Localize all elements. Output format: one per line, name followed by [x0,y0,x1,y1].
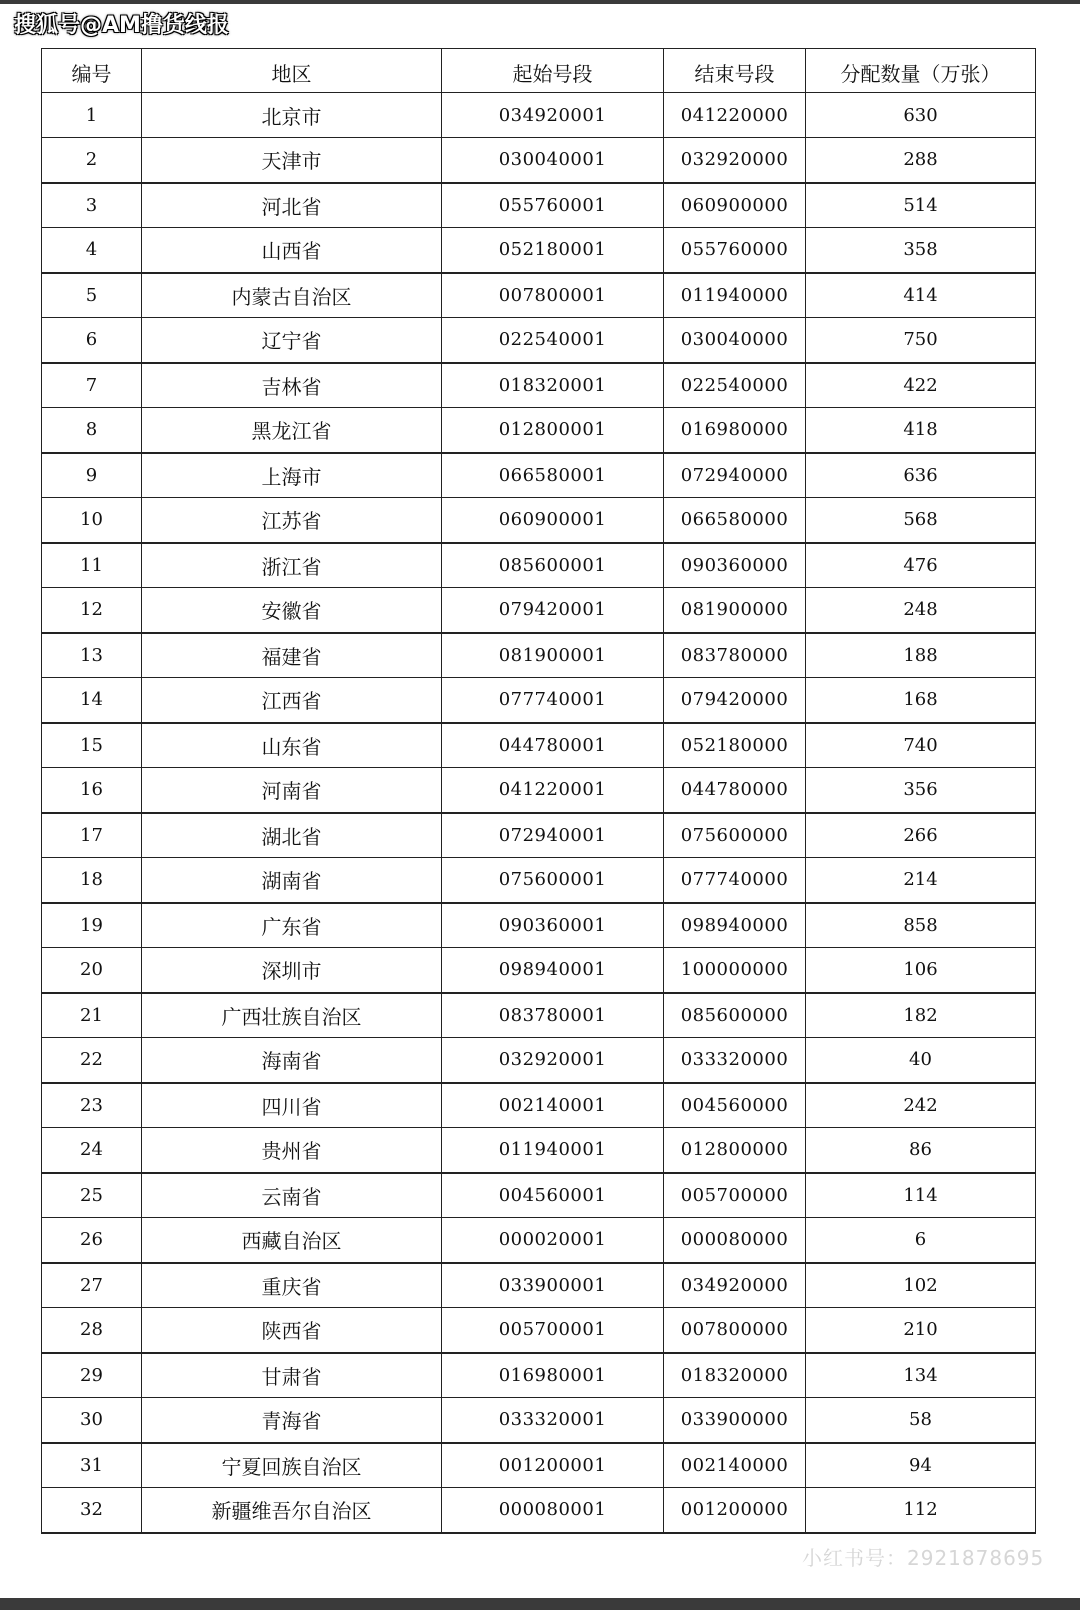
row-end-segment: 033320000 [664,1038,806,1083]
table-row [42,858,1036,903]
row-quantity: 288 [806,138,1036,183]
row-region: 上海市 [142,453,442,498]
row-quantity: 740 [806,723,1036,768]
row-number: 23 [42,1083,142,1128]
row-quantity: 514 [806,183,1036,228]
row-number: 22 [42,1038,142,1083]
row-number: 14 [42,678,142,723]
row-start-segment: 077740001 [442,678,664,723]
table-row [42,498,1036,543]
row-region: 山西省 [142,228,442,273]
row-number: 19 [42,903,142,948]
row-quantity: 94 [806,1443,1036,1488]
row-region: 吉林省 [142,363,442,408]
row-region: 西藏自治区 [142,1218,442,1263]
allocation-table [41,48,1036,1534]
row-quantity: 418 [806,408,1036,453]
row-region: 湖北省 [142,813,442,858]
table-row [42,723,1036,768]
row-quantity: 568 [806,498,1036,543]
table-row [42,1173,1036,1218]
row-quantity: 750 [806,318,1036,363]
table-row [42,813,1036,858]
table-row [42,768,1036,813]
table-row [42,633,1036,678]
row-start-segment: 079420001 [442,588,664,633]
table-row [42,93,1036,138]
row-end-segment: 033900000 [664,1398,806,1443]
row-number: 24 [42,1128,142,1173]
table-row [42,138,1036,183]
table-row [42,948,1036,993]
table-row [42,228,1036,273]
row-quantity: 58 [806,1398,1036,1443]
row-end-segment: 000080000 [664,1218,806,1263]
row-number: 16 [42,768,142,813]
row-region: 深圳市 [142,948,442,993]
row-region: 黑龙江省 [142,408,442,453]
row-start-segment: 022540001 [442,318,664,363]
row-quantity: 214 [806,858,1036,903]
source-watermark: 搜狐号@AM撸货线报 [14,13,229,38]
row-number: 20 [42,948,142,993]
row-end-segment: 081900000 [664,588,806,633]
row-start-segment: 032920001 [442,1038,664,1083]
table-row [42,993,1036,1038]
table-row [42,903,1036,948]
row-start-segment: 083780001 [442,993,664,1038]
table-row [42,183,1036,228]
row-number: 30 [42,1398,142,1443]
table-row [42,1488,1036,1533]
row-number: 11 [42,543,142,588]
row-end-segment: 041220000 [664,93,806,138]
row-region: 河北省 [142,183,442,228]
table-header [42,49,1036,93]
row-region: 宁夏回族自治区 [142,1443,442,1488]
row-quantity: 106 [806,948,1036,993]
row-number: 29 [42,1353,142,1398]
row-end-segment: 100000000 [664,948,806,993]
bottom-edge-bar [0,1598,1080,1610]
row-region: 四川省 [142,1083,442,1128]
row-start-segment: 004560001 [442,1173,664,1218]
row-end-segment: 066580000 [664,498,806,543]
row-number: 3 [42,183,142,228]
bottom-watermark: 小红书号：2921878695 [802,1546,1045,1570]
row-quantity: 112 [806,1488,1036,1533]
row-end-segment: 072940000 [664,453,806,498]
row-start-segment: 002140001 [442,1083,664,1128]
row-region: 内蒙古自治区 [142,273,442,318]
row-region: 湖南省 [142,858,442,903]
row-quantity: 630 [806,93,1036,138]
table-row [42,1353,1036,1398]
table-row [42,408,1036,453]
row-region: 福建省 [142,633,442,678]
row-region: 青海省 [142,1398,442,1443]
row-region: 云南省 [142,1173,442,1218]
row-number: 13 [42,633,142,678]
row-end-segment: 002140000 [664,1443,806,1488]
row-end-segment: 060900000 [664,183,806,228]
row-quantity: 248 [806,588,1036,633]
row-end-segment: 012800000 [664,1128,806,1173]
row-end-segment: 098940000 [664,903,806,948]
row-number: 5 [42,273,142,318]
row-quantity: 210 [806,1308,1036,1353]
table-row [42,588,1036,633]
row-start-segment: 030040001 [442,138,664,183]
row-quantity: 86 [806,1128,1036,1173]
table-row [42,1263,1036,1308]
row-end-segment: 030040000 [664,318,806,363]
row-start-segment: 085600001 [442,543,664,588]
table-body [42,93,1036,1533]
row-number: 1 [42,93,142,138]
row-start-segment: 052180001 [442,228,664,273]
row-end-segment: 004560000 [664,1083,806,1128]
row-region: 重庆省 [142,1263,442,1308]
table-row [42,363,1036,408]
row-number: 2 [42,138,142,183]
row-quantity: 266 [806,813,1036,858]
row-region: 江西省 [142,678,442,723]
row-region: 江苏省 [142,498,442,543]
table-row [42,1083,1036,1128]
row-quantity: 188 [806,633,1036,678]
table-row [42,1443,1036,1488]
row-region: 贵州省 [142,1128,442,1173]
table-row [42,453,1036,498]
row-start-segment: 072940001 [442,813,664,858]
row-end-segment: 044780000 [664,768,806,813]
row-region: 海南省 [142,1038,442,1083]
row-start-segment: 098940001 [442,948,664,993]
row-start-segment: 033320001 [442,1398,664,1443]
row-number: 28 [42,1308,142,1353]
row-end-segment: 083780000 [664,633,806,678]
row-start-segment: 011940001 [442,1128,664,1173]
row-start-segment: 066580001 [442,453,664,498]
row-region: 山东省 [142,723,442,768]
top-edge-bar [0,0,1080,4]
row-region: 广西壮族自治区 [142,993,442,1038]
row-region: 陕西省 [142,1308,442,1353]
row-start-segment: 007800001 [442,273,664,318]
row-region: 广东省 [142,903,442,948]
row-quantity: 168 [806,678,1036,723]
table-row [42,318,1036,363]
row-end-segment: 022540000 [664,363,806,408]
row-number: 26 [42,1218,142,1263]
header-region: 地区 [142,49,442,93]
table-row [42,1308,1036,1353]
table-row [42,273,1036,318]
row-start-segment: 033900001 [442,1263,664,1308]
table-row [42,1038,1036,1083]
row-quantity: 356 [806,768,1036,813]
row-quantity: 134 [806,1353,1036,1398]
row-end-segment: 032920000 [664,138,806,183]
row-end-segment: 001200000 [664,1488,806,1533]
row-start-segment: 055760001 [442,183,664,228]
row-end-segment: 075600000 [664,813,806,858]
table-row [42,678,1036,723]
row-quantity: 636 [806,453,1036,498]
table-row [42,543,1036,588]
row-start-segment: 090360001 [442,903,664,948]
row-start-segment: 000080001 [442,1488,664,1533]
row-region: 新疆维吾尔自治区 [142,1488,442,1533]
header-quantity: 分配数量（万张） [806,49,1036,93]
row-number: 4 [42,228,142,273]
row-start-segment: 044780001 [442,723,664,768]
row-number: 10 [42,498,142,543]
row-start-segment: 000020001 [442,1218,664,1263]
row-start-segment: 081900001 [442,633,664,678]
header-start-segment: 起始号段 [442,49,664,93]
row-start-segment: 075600001 [442,858,664,903]
row-end-segment: 055760000 [664,228,806,273]
row-quantity: 414 [806,273,1036,318]
row-number: 7 [42,363,142,408]
row-quantity: 40 [806,1038,1036,1083]
row-region: 北京市 [142,93,442,138]
row-end-segment: 090360000 [664,543,806,588]
row-end-segment: 005700000 [664,1173,806,1218]
row-number: 18 [42,858,142,903]
row-region: 安徽省 [142,588,442,633]
row-end-segment: 034920000 [664,1263,806,1308]
row-start-segment: 060900001 [442,498,664,543]
row-quantity: 6 [806,1218,1036,1263]
row-region: 浙江省 [142,543,442,588]
row-start-segment: 016980001 [442,1353,664,1398]
row-end-segment: 011940000 [664,273,806,318]
row-region: 辽宁省 [142,318,442,363]
row-start-segment: 001200001 [442,1443,664,1488]
row-quantity: 102 [806,1263,1036,1308]
header-number: 编号 [42,49,142,93]
row-start-segment: 012800001 [442,408,664,453]
row-quantity: 858 [806,903,1036,948]
row-number: 21 [42,993,142,1038]
row-number: 15 [42,723,142,768]
table-row [42,1398,1036,1443]
row-number: 12 [42,588,142,633]
header-end-segment: 结束号段 [664,49,806,93]
row-number: 6 [42,318,142,363]
row-number: 27 [42,1263,142,1308]
row-quantity: 476 [806,543,1036,588]
row-number: 32 [42,1488,142,1533]
row-region: 天津市 [142,138,442,183]
row-region: 河南省 [142,768,442,813]
row-region: 甘肃省 [142,1353,442,1398]
row-end-segment: 079420000 [664,678,806,723]
row-number: 9 [42,453,142,498]
row-start-segment: 041220001 [442,768,664,813]
row-quantity: 358 [806,228,1036,273]
header-row [42,49,1036,93]
row-end-segment: 052180000 [664,723,806,768]
row-quantity: 422 [806,363,1036,408]
row-start-segment: 018320001 [442,363,664,408]
row-start-segment: 005700001 [442,1308,664,1353]
row-end-segment: 085600000 [664,993,806,1038]
table-row [42,1128,1036,1173]
row-end-segment: 007800000 [664,1308,806,1353]
row-start-segment: 034920001 [442,93,664,138]
row-end-segment: 016980000 [664,408,806,453]
row-number: 31 [42,1443,142,1488]
row-quantity: 114 [806,1173,1036,1218]
row-quantity: 242 [806,1083,1036,1128]
row-number: 25 [42,1173,142,1218]
row-number: 8 [42,408,142,453]
row-end-segment: 077740000 [664,858,806,903]
row-number: 17 [42,813,142,858]
row-end-segment: 018320000 [664,1353,806,1398]
row-quantity: 182 [806,993,1036,1038]
table-row [42,1218,1036,1263]
